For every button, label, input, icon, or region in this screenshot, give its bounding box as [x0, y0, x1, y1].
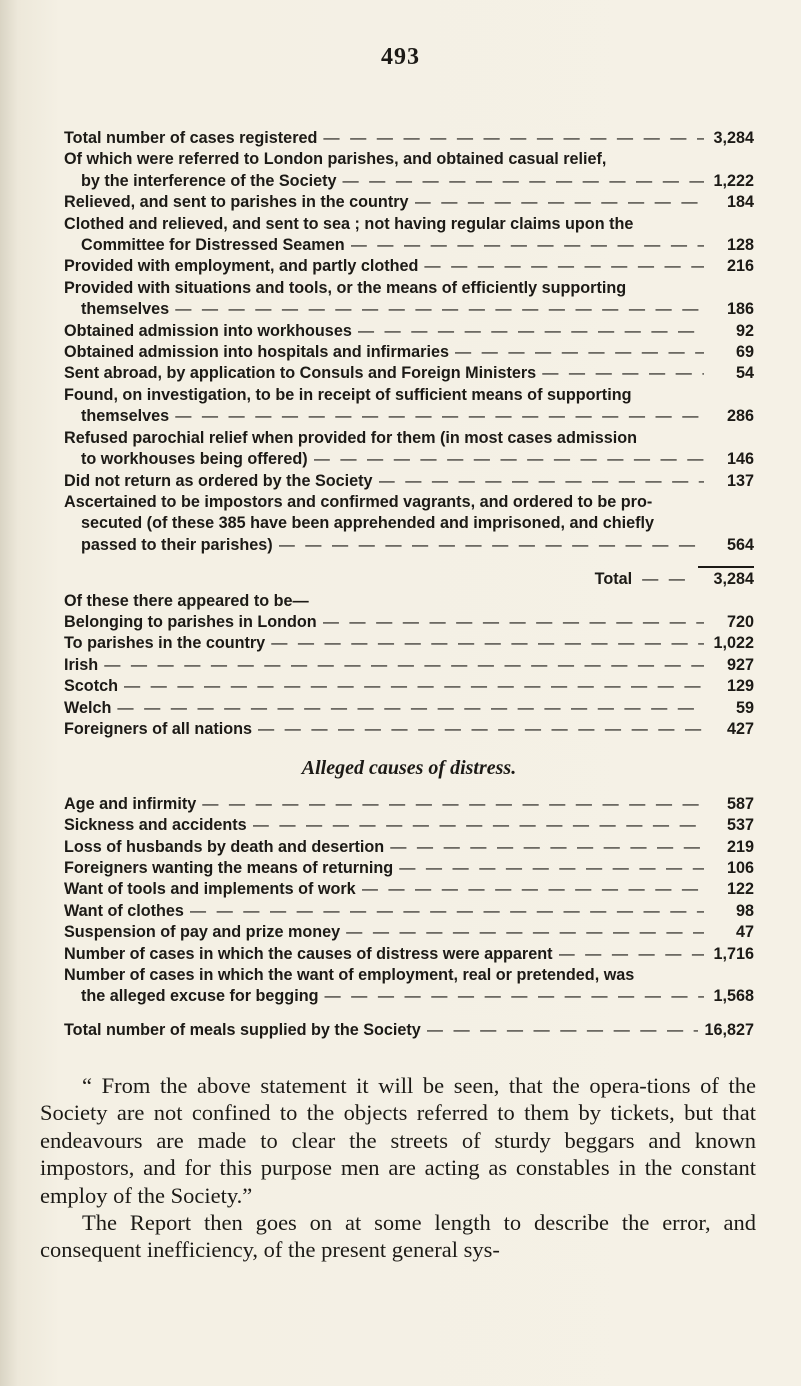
dash-leader: [358, 321, 704, 342]
table-row: Total number of cases registered — — — 3,284: [64, 128, 754, 149]
dash-leader: [124, 676, 704, 697]
table-row: Clothed and relieved, and sent to sea ; not having regular claims upon the Committee for Distressed Seamen — — — 128: [64, 214, 754, 257]
table-row: Ascertained to be impostors and confirmed vagrants, and ordered to be pro- secuted (of these 385 have been apprehended and imprisoned, and chiefly passed to their parishes) — — — 564: [64, 492, 754, 556]
table-row: Number of cases in which the want of employment, real or pretended, was the alleged excuse for begging — — — 1,568: [64, 965, 754, 1008]
narrative-text: [40, 1072, 756, 1264]
origins-intro: Of these there appeared to be—: [64, 591, 309, 610]
dash-leader: [258, 719, 704, 740]
table-row: Foreigners wanting the means of returning — — — 106: [64, 858, 754, 879]
cases-total-value: 3,284: [698, 566, 754, 590]
dash-leader: [253, 815, 704, 836]
report-paragraph: The Report then goes on at some length to describe the error, and consequent inefficiency, of the present general sys-: [40, 1210, 756, 1263]
dash-leader: [455, 342, 704, 363]
table-row: Foreigners of all nations — — — 427: [64, 719, 754, 740]
table-row: To parishes in the country — — — 1,022: [64, 633, 754, 654]
quote-paragraph: “ From the above statement it will be seen, that the opera-tions of the Society are not confined to the objects referred to them by tickets, but that endeavours are made to clear the streets of sturdy beggars and known impostors, and for this purpose men are acting as constables in the constant employ of the Society.”: [40, 1073, 756, 1208]
dash-leader: [342, 171, 704, 192]
dash-leader: [271, 633, 704, 654]
table-row: Obtained admission into hospitals and infirmaries — — — 69: [64, 342, 754, 363]
table-row: Irish — — — 927: [64, 655, 754, 676]
dash-leader: [323, 612, 704, 633]
table-row: Obtained admission into workhouses — — — 92: [64, 321, 754, 342]
table-row: Welch — — — 59: [64, 698, 754, 719]
dash-leader: [542, 363, 704, 384]
dash-leader: [324, 986, 704, 1007]
dash-leader: [424, 256, 704, 277]
cases-total-label: Total: [594, 570, 633, 589]
page-number: 493: [381, 44, 420, 70]
table-row: Did not return as ordered by the Society — — — 137: [64, 471, 754, 492]
dash-leader: [279, 535, 704, 556]
table-row: Want of clothes — — — 98: [64, 901, 754, 922]
table-row: Belonging to parishes in London — — — 720: [64, 612, 754, 633]
table-row: Want of tools and implements of work — — — 122: [64, 879, 754, 900]
dash-leader: [362, 879, 704, 900]
meals-value: 16,827: [704, 1020, 754, 1039]
table-row: Sent abroad, by application to Consuls and Foreign Ministers — — — 54: [64, 363, 754, 384]
table-row: Suspension of pay and prize money — — — 47: [64, 922, 754, 943]
dash-leader: [323, 128, 704, 149]
table-row: Scotch — — — 129: [64, 676, 754, 697]
table-row: Provided with employment, and partly clothed — — — 216: [64, 256, 754, 277]
dash-leader: [346, 922, 704, 943]
dash-leader: [202, 794, 704, 815]
dash-leader: [390, 837, 704, 858]
dash-leader: [379, 471, 704, 492]
dash-leader: [190, 901, 704, 922]
meals-label: Total number of meals supplied by the Society: [64, 1020, 421, 1039]
causes-section: [64, 794, 754, 1008]
dash-leader: [314, 449, 704, 470]
table-row: Provided with situations and tools, or the means of efficiently supporting themselves — — — 186: [64, 278, 754, 321]
table-row: Refused parochial relief when provided for them (in most cases admission to workhouses being offered) — — — 146: [64, 428, 754, 471]
dash-leader: [104, 655, 704, 676]
section-title: Alleged causes of distress.: [301, 757, 517, 780]
dash-leader: [559, 944, 705, 965]
dash-leader: [427, 1020, 699, 1041]
cases-section: [64, 128, 754, 591]
table-row: Of which were referred to London parishes, and obtained casual relief, by the interference of the Society — — — 1,222: [64, 149, 754, 192]
dash-leader: — —: [642, 570, 688, 589]
table-row: Sickness and accidents — — — 537: [64, 815, 754, 836]
dash-leader: [415, 192, 704, 213]
table-row: Relieved, and sent to parishes in the country — — — 184: [64, 192, 754, 213]
table-row: Number of cases in which the causes of distress were apparent — — — 1,716: [64, 944, 754, 965]
table-row: Loss of husbands by death and desertion — — — 219: [64, 837, 754, 858]
dash-leader: [175, 299, 704, 320]
dash-leader: [399, 858, 704, 879]
cases-total-row: [64, 566, 754, 590]
dash-leader: [175, 406, 704, 427]
origins-section: [64, 591, 754, 741]
statistics-table: [64, 128, 754, 1041]
dash-leader: [351, 235, 704, 256]
dash-leader: [117, 698, 704, 719]
meals-total-row: [64, 1020, 754, 1041]
table-row: Age and infirmity — — — 587: [64, 794, 754, 815]
table-row: Found, on investigation, to be in receipt of sufficient means of supporting themselves — — — 286: [64, 385, 754, 428]
